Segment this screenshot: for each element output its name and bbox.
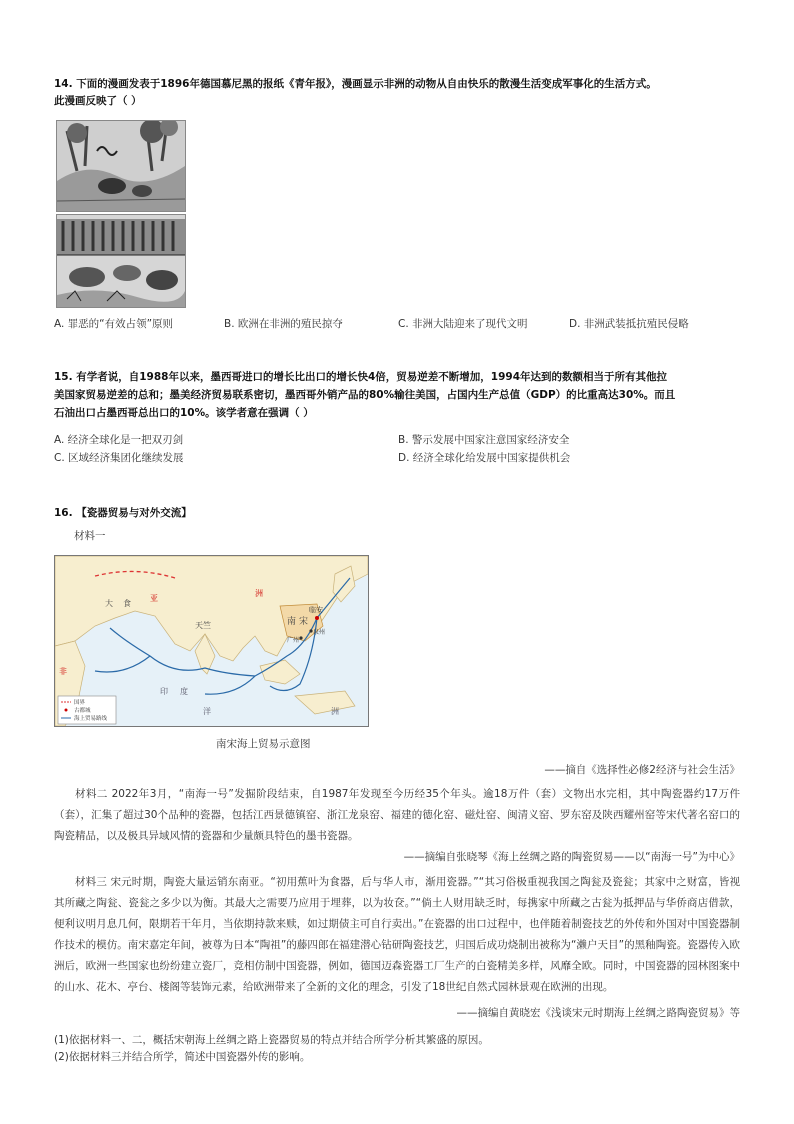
map-label-linan: 临安	[309, 606, 323, 614]
q15-option-b[interactable]: B. 警示发展中国家注意国家经济安全	[398, 434, 570, 446]
map-label-nan: 南	[287, 617, 297, 627]
q14-option-d[interactable]: D. 非洲武装抵抗殖民侵略	[569, 318, 689, 330]
q15-option-a[interactable]: A. 经济全球化是一把双刃剑	[54, 434, 184, 446]
q16-title: 16. 【瓷器贸易与对外交流】	[54, 507, 192, 519]
sub-question-2: (2)依据材料三并结合所学，简述中国瓷器外传的影响。	[54, 1051, 311, 1063]
map-label-jiu: 洲	[331, 707, 339, 716]
material-one-source: ——摘自《选择性必修2经济与社会生活》	[544, 764, 740, 776]
map-label-song: 宋	[299, 617, 309, 627]
map-label-ya: 亚	[150, 594, 158, 603]
map-label-shi: 食	[123, 599, 131, 608]
material-one-label: 材料一	[74, 530, 106, 542]
q15-stem-line1: 15. 有学者说，自1988年以来，墨西哥进口的增长比出口的增长快4倍，贸易逆差不断增加，1994年达到的数额相当于所有其他拉	[54, 371, 668, 383]
material-three-source: ——摘编自黄晓宏《浅谈宋元时期海上丝绸之路陶瓷贸易》等	[456, 1007, 740, 1019]
map-label-yang: 洋	[203, 707, 211, 716]
legend-capital: 古都城	[74, 708, 91, 714]
map-label-tianzhu: 天竺	[195, 621, 211, 630]
q14-stem-line2: 此漫画反映了（ ）	[54, 95, 142, 107]
map-label-guangzhou: 广州	[287, 637, 300, 644]
map-label-du: 度	[180, 687, 188, 696]
material-three-text: 材料三 宋元时期，陶瓷大量运销东南亚。“初用蕉叶为食器，后与华人市，渐用瓷器。”“其习俗极重视我国之陶瓮及瓷瓮；其家中之财富，皆视其所藏之陶瓮、瓷瓮之多少以为衡。其最大之需要乃应用于埋葬，以为妆奁。”“倘土人财用缺乏时，每携家中所藏之古瓮为抵押品与华侨商店借款，便利议明月息几何，限期若干年月，当依期持款来赎，如过期债主可自行卖出。”在瓷器的出口过程中，也伴随着制瓷技艺的外传和外国对中国瓷器制作技术的模仿。南宋嘉定年间，被尊为日本“陶祖”的藤四郎在福建潜心钻研陶瓷技艺，归国后成功烧制出被称为“濑户天目”的黑釉陶瓷。瓷器传入欧洲后，欧洲一些国家也纷纷建立瓷厂，竞相仿制中国瓷器，例如，德国迈森瓷器工厂生产的白瓷精美多样，风靡全欧。同时，中国瓷器的园林图案中的山水、花木、亭台、楼阁等装饰元素，给欧洲带来了全新的文化的理念，引发了18世纪自然式园林景观在欧洲的出现。	[54, 876, 740, 993]
q15-option-c[interactable]: C. 区域经济集团化继续发展	[54, 452, 184, 464]
sub-question-1: (1)依据材料一、二，概括宋朝海上丝绸之路上瓷器贸易的特点并结合所学分析其繁盛的原因。	[54, 1034, 489, 1046]
map-label-zhou: 洲	[255, 589, 263, 598]
map-label-dashi: 大	[105, 599, 113, 608]
map-caption: 南宋海上贸易示意图	[216, 738, 311, 750]
material-two-text: 材料二 2022年3月，“南海一号”发掘阶段结束，自1987年发现至今历经35个年头。逾18万件（套）文物出水完相，其中陶瓷器约17万件（套），汇集了超过30个品种的瓷器，包括江西景德镇窑、浙江龙泉窑、福建的德化窑、磁灶窑、闽清义窑、罗东窑及陕西耀州窑等宋代著名窑口的陶瓷精品，以及极具异域风情的瓷器和少量颇具特色的墨书瓷器。	[54, 788, 740, 842]
legend-route: 海上贸易路线	[74, 716, 108, 722]
map-label-yin: 印	[160, 687, 168, 696]
cartoon-top-panel	[56, 120, 186, 212]
q14-option-a[interactable]: A. 罪恶的“有效占领”原则	[54, 318, 174, 330]
q14-option-b[interactable]: B. 欧洲在非洲的殖民掠夺	[224, 318, 343, 330]
q14-option-c[interactable]: C. 非洲大陆迎来了现代文明	[398, 318, 528, 330]
q14-stem-line1: 14. 下面的漫画发表于1896年德国慕尼黑的报纸《青年报》，漫画显示非洲的动物从自由快乐的散漫生活变成军事化的生活方式。	[54, 78, 657, 90]
q15-option-d[interactable]: D. 经济全球化给发展中国家提供机会	[398, 452, 571, 464]
material-two-source: ——摘编自张晓琴《海上丝绸之路的陶瓷贸易——以“南海一号”为中心》	[403, 851, 740, 863]
legend-border: 国界	[74, 700, 86, 706]
map-label-quanzhou: 泉州	[313, 629, 326, 636]
map-label-fei: 非	[59, 667, 67, 676]
q15-stem-line3: 石油出口占墨西哥总出口的10%。该学者意在强调（ ）	[54, 407, 314, 419]
cartoon-bottom-panel	[56, 214, 186, 308]
q15-stem-line2: 美国家贸易逆差的总和；墨美经济贸易联系密切，墨西哥外销产品的80%输往美国，占国内生产总值（GDP）的比重高达30%。而且	[54, 389, 676, 401]
trade-route-map	[54, 555, 369, 727]
